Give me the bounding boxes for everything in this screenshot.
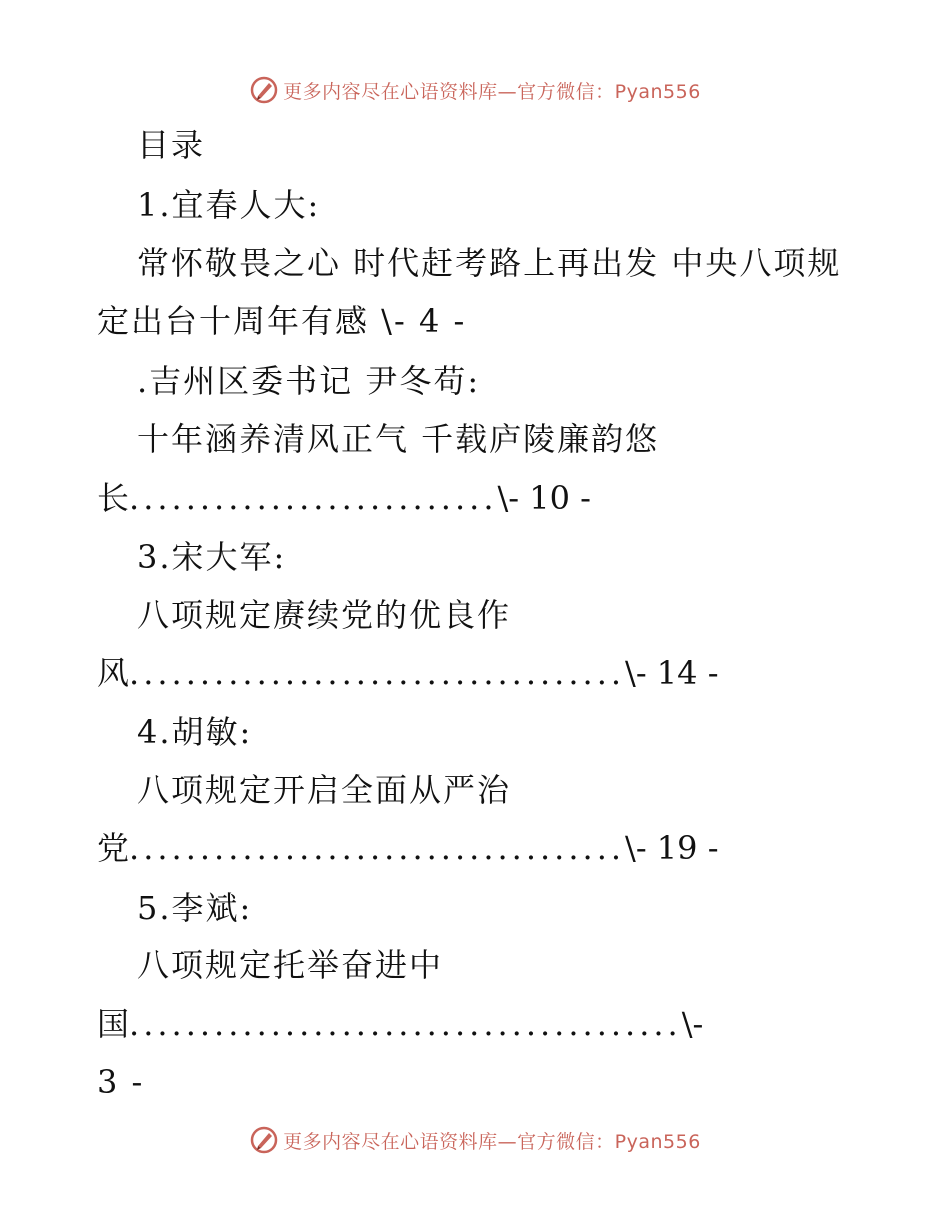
toc-entry-2-author: .吉州区委书记 尹冬苟: [137,362,481,400]
toc-entry-4-title-line1: 八项规定开启全面从严治 [137,771,512,809]
dot-leader: ................................... [129,829,626,867]
toc-entry-5-author: 5.李斌: [137,889,253,927]
toc-entry-3-last-char: 风 [97,654,130,692]
toc-entry-1-title-line1: 常怀敬畏之心 时代赶考路上再出发 中央八项规 [137,244,842,282]
toc-entry-2-last-char: 长 [97,479,130,517]
toc-entry-5-title-line1: 八项规定托举奋进中 [137,946,444,984]
toc-entry-3-author: 3.宋大军: [137,538,287,576]
watermark-text: 更多内容尽在心语资料库—官方微信：Pyan556 [283,1130,701,1153]
toc-entry-5-last-char: 国 [97,1005,130,1043]
watermark-banner-bottom [0,1120,950,1160]
watermark-banner-top [0,70,950,110]
toc-entry-3-leader-line [97,653,719,693]
toc-entry-1-author: 1.宜春人大: [137,186,321,224]
toc-entry-4-author: 4.胡敏: [137,713,253,751]
toc-entry-2-leader-line [97,478,591,518]
page-number: \- 14 - [625,654,719,692]
toc-entry-5-page-continued: 3 - [97,1063,145,1101]
page-number: \- 10 - [497,479,591,517]
toc-entry-3-title-line1: 八项规定赓续党的优良作 [137,596,512,634]
toc-entry-4-leader-line [97,828,719,868]
pen-logo-icon [249,1125,279,1155]
toc-entry-5-leader-line [97,1004,703,1044]
page-number: \- 19 - [625,829,719,867]
watermark-text: 更多内容尽在心语资料库—官方微信：Pyan556 [283,80,701,103]
dot-leader: ....................................... [129,1005,682,1043]
toc-entry-4-last-char: 党 [97,829,130,867]
dot-leader: ................................... [129,654,626,692]
toc-entry-1-title-line2: 定出台十周年有感 \- 4 - [97,302,467,340]
toc-entry-2-title-line1: 十年涵养清风正气 千载庐陵廉韵悠 [137,420,660,458]
page-number: \- [681,1005,704,1043]
dot-leader: .......................... [129,479,498,517]
toc-heading: 目录 [137,126,206,164]
pen-logo-icon [249,75,279,105]
